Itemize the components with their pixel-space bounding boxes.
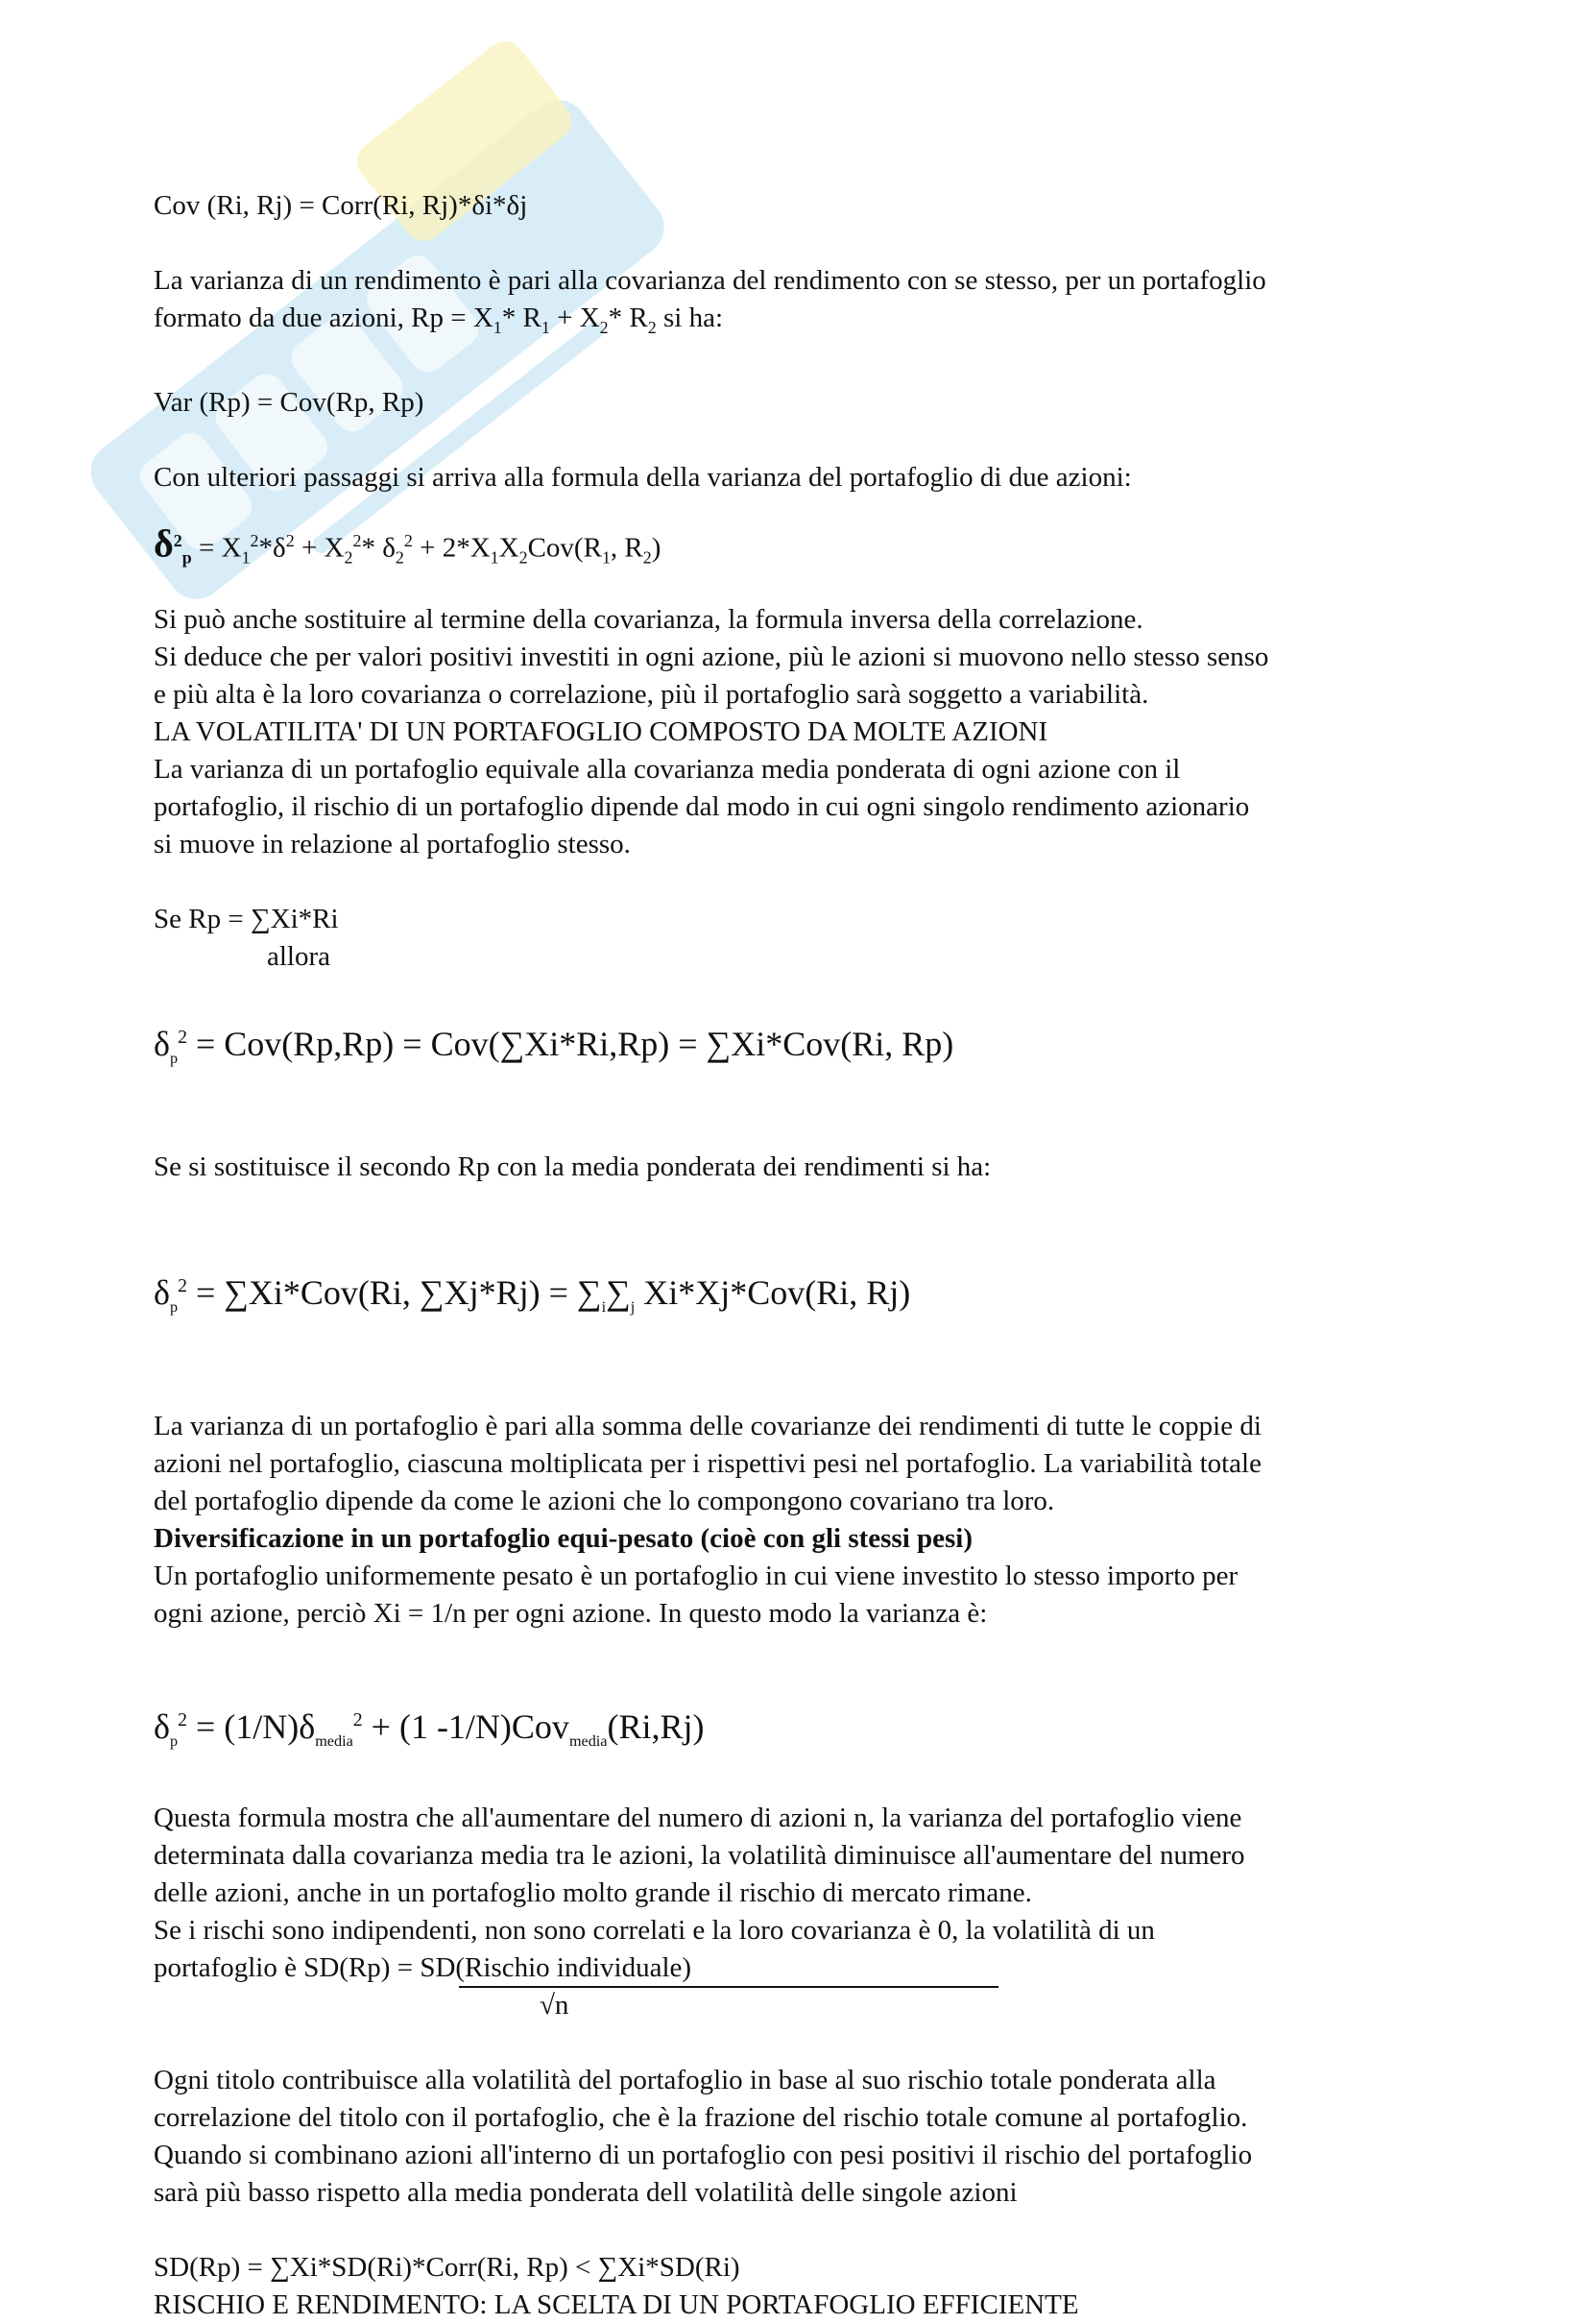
section-heading-bold: Diversificazione in un portafoglio equi-pesato (cioè con gli stessi pesi)	[154, 1522, 974, 1554]
section-heading: RISCHIO E RENDIMENTO: LA SCELTA DI UN PORTAFOGLIO EFFICIENTE	[154, 2288, 1079, 2320]
section-heading: LA VOLATILITA' DI UN PORTAFOGLIO COMPOSTO DA MOLTE AZIONI	[154, 716, 1048, 748]
paragraph-line: Se si sostituisce il secondo Rp con la media ponderata dei rendimenti si ha:	[154, 1151, 992, 1183]
paragraph-line: Si deduce che per valori positivi investiti in ogni azione, più le azioni si muovono nello stesso senso	[154, 642, 1269, 673]
paragraph-line: sarà più basso rispetto alla media ponderata dell volatilità delle singole azioni	[154, 2176, 1018, 2208]
equal-weight-variance-formula: $\delta_p^2 = (1/N)\delta_{media}^2 + (1$ -1/N)Cov$_{media}$(Ri,Rj)	[154, 1707, 705, 1750]
paragraph-line: formato da due azioni, $Rp = X_1*$ $R_1 + X_2*$ $R_2$ si ha:	[154, 303, 724, 337]
paragraph-line: La varianza di un portafoglio è pari alla somma delle covarianze dei rendimenti di tutte le coppie di	[154, 1410, 1262, 1441]
sqrt-n-denominator: √n	[540, 1989, 569, 2021]
paragraph-line: azioni nel portafoglio, ciascuna moltiplicata per i rispettivi pesi nel portafoglio. La variabilità totale	[154, 1447, 1262, 1479]
paragraph-line: Quando si combinano azioni all'interno di un portafoglio con pesi positivi il rischio del portafoglio	[154, 2139, 1253, 2170]
paragraph-line: La varianza di un portafoglio equivale alla covarianza media ponderata di ogni azione con il	[154, 754, 1181, 786]
portfolio-return-formula: Se Rp = ∑Xi*Ri	[154, 904, 339, 935]
variance-formula: Var (Rp) = Cov(Rp, Rp)	[154, 386, 424, 418]
two-asset-variance-formula: $\delta^2_p = X_1^2*\delta^2 + X_2^2*$ $\delta_2^2 + 2*X_1X_2Cov(R_1$, $R_2$)	[154, 521, 661, 568]
portfolio-variance-formula-2: $\delta_p^2 = \sum Xi*Cov(Ri$, $\sum Xj*Rj) = \sum_i\sum_j$ Xi*Xj*Cov(Ri, Rj)	[154, 1273, 911, 1317]
paragraph-line: allora	[267, 941, 331, 973]
paragraph-line: e più alta è la loro covarianza o correlazione, più il portafoglio sarà soggetto a variabilità.	[154, 679, 1149, 711]
paragraph-line: ogni azione, perciò Xi = 1/n per ogni azione. In questo modo la varianza è:	[154, 1597, 988, 1629]
paragraph-line: portafoglio, il rischio di un portafoglio dipende dal modo in cui ogni singolo rendimento azionario	[154, 791, 1250, 823]
paragraph-line: Un portafoglio uniformemente pesato è un portafoglio in cui viene investito lo stesso importo per	[154, 1560, 1238, 1591]
paragraph-line: Ogni titolo contribuisce alla volatilità del portafoglio in base al suo rischio totale ponderata alla	[154, 2064, 1216, 2095]
document-body	[154, 187, 1459, 2324]
sd-formula-line: portafoglio è SD(Rp) = SD(Rischio individuale)	[154, 1951, 692, 1983]
paragraph-line: La varianza di un rendimento è pari alla covarianza del rendimento con se stesso, per un portafoglio	[154, 265, 1266, 296]
covariance-formula: Cov (Ri, Rj) = Corr(Ri, Rj)*δi*δj	[154, 190, 528, 221]
paragraph-line: si muove in relazione al portafoglio stesso.	[154, 829, 631, 860]
paragraph-line: delle azioni, anche in un portafoglio molto grande il rischio di mercato rimane.	[154, 1876, 1032, 1908]
fraction-bar	[459, 1986, 998, 1988]
paragraph-line: Si può anche sostituire al termine della covarianza, la formula inversa della correlazione.	[154, 604, 1143, 636]
sd-inequality-formula: SD(Rp) = ∑Xi*SD(Ri)*Corr(Ri, Rp) < ∑Xi*SD(Ri)	[154, 2251, 740, 2283]
paragraph-line: Con ulteriori passaggi si arriva alla formula della varianza del portafoglio di due azioni:	[154, 461, 1132, 493]
paragraph-line: determinata dalla covarianza media tra le azioni, la volatilità diminuisce all'aumentare del numero	[154, 1839, 1245, 1871]
paragraph-line: Se i rischi sono indipendenti, non sono correlati e la loro covarianza è 0, la volatilità di un	[154, 1914, 1155, 1946]
paragraph-line: Questa formula mostra che all'aumentare del numero di azioni n, la varianza del portafoglio viene	[154, 1802, 1242, 1833]
portfolio-variance-formula-1: $\delta_p^2 = Cov(Rp,Rp) = Cov(\sum Xi*Ri,Rp) = \sum Xi*Cov(Ri$, Rp)	[154, 1025, 954, 1068]
paragraph-line: correlazione del titolo con il portafoglio, che è la frazione del rischio totale comune al portafoglio.	[154, 2101, 1248, 2133]
paragraph-line: del portafoglio dipende da come le azioni che lo compongono covariano tra loro.	[154, 1485, 1055, 1516]
